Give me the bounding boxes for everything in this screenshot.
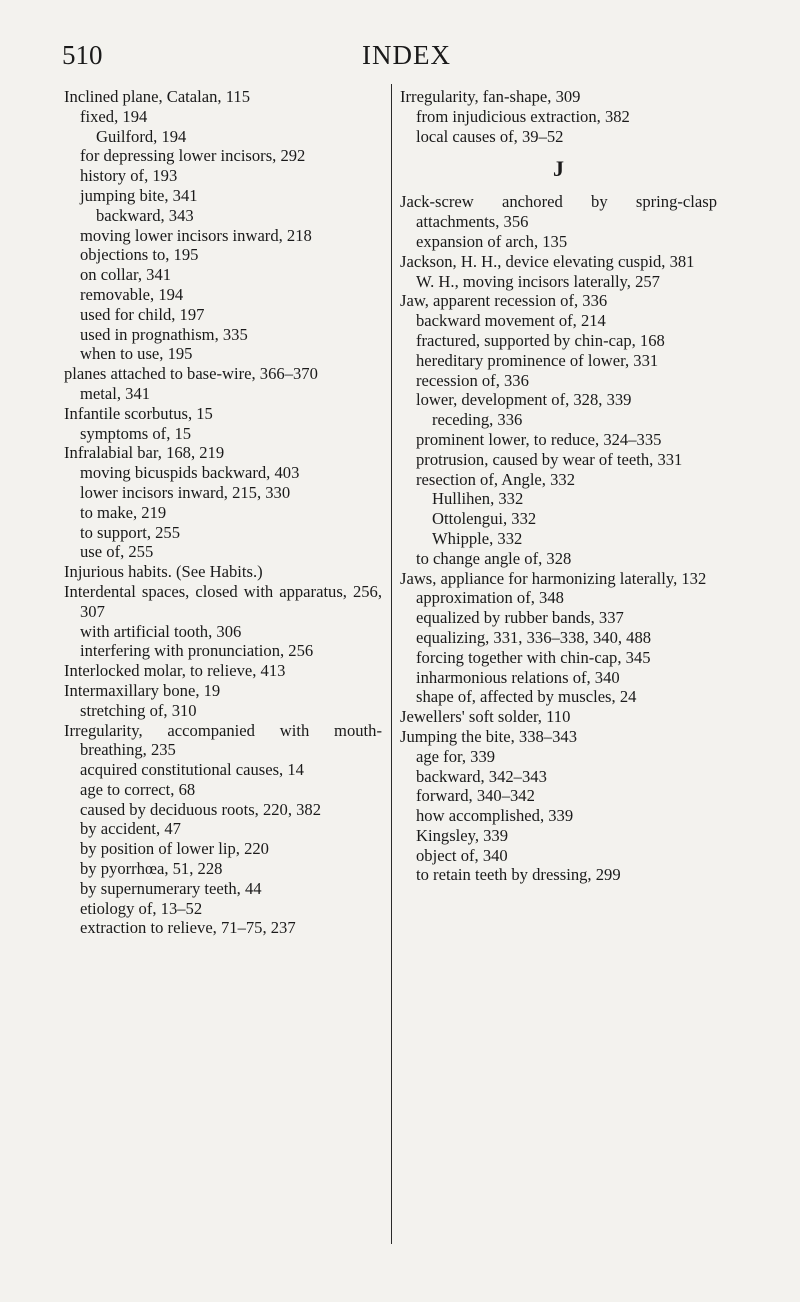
index-entry: lower incisors inward, 215, 330 — [80, 482, 291, 502]
index-entry: removable, 194 — [80, 284, 184, 304]
index-entry: Injurious habits. (See Habits.) — [64, 562, 263, 582]
index-entry: by pyorrhœa, 51, 228 — [80, 859, 223, 879]
index-entry: Jack-screw anchored by spring-clasp attachments, 356 — [400, 192, 717, 232]
index-entry: acquired constitutional causes, 14 — [80, 760, 304, 780]
index-entry: by position of lower lip, 220 — [80, 839, 269, 859]
index-entry: Jaw, apparent recession of, 336 — [400, 291, 608, 311]
index-entry: to retain teeth by dressing, 299 — [416, 865, 621, 885]
index-entry: with artificial tooth, 306 — [80, 621, 242, 641]
column-divider — [391, 84, 392, 1244]
index-group-irregularity-cont — [400, 87, 717, 146]
index-entry: Irregularity, fan-shape, 309 — [400, 87, 581, 106]
index-entry: to make, 219 — [80, 502, 167, 522]
index-entry: Inclined plane, Catalan, 115 — [64, 87, 250, 106]
index-entry: Jackson, H. H., device elevating cuspid, 381 — [400, 251, 695, 271]
index-entry: use of, 255 — [80, 542, 154, 562]
index-entry: fixed, 194 — [80, 106, 148, 126]
index-entry: lower, development of, 328, 339 — [416, 390, 632, 410]
section-letter: J — [553, 156, 564, 182]
index-entry: Interdental spaces, closed with apparatus, 256, 307 — [64, 581, 382, 621]
index-entry: for depressing lower incisors, 292 — [80, 146, 306, 166]
index-group-j — [400, 192, 717, 885]
index-entry: by supernumerary teeth, 44 — [80, 878, 262, 898]
index-entry: Intermaxillary bone, 19 — [64, 680, 221, 700]
index-entry: objections to, 195 — [80, 245, 199, 265]
index-entry: shape of, affected by muscles, 24 — [416, 687, 637, 707]
index-entry: used for child, 197 — [80, 304, 205, 324]
index-entry: age for, 339 — [416, 746, 496, 766]
index-entry: planes attached to base-wire, 366–370 — [64, 364, 318, 384]
index-entry: forcing together with chin-cap, 345 — [416, 647, 651, 667]
index-entry: moving lower incisors inward, 218 — [80, 225, 312, 245]
index-entry: to change angle of, 328 — [416, 548, 572, 568]
index-entry: interfering with pronunciation, 256 — [80, 641, 314, 661]
index-entry: approximation of, 348 — [416, 588, 564, 608]
index-entry: stretching of, 310 — [80, 700, 197, 720]
index-entry: Interlocked molar, to relieve, 413 — [64, 661, 286, 681]
index-entry: protrusion, caused by wear of teeth, 331 — [416, 449, 683, 469]
index-entry: when to use, 195 — [80, 344, 193, 364]
index-entry: object of, 340 — [416, 845, 508, 865]
index-entry: Jaws, appliance for harmonizing laterally, 132 — [400, 568, 707, 588]
index-entry: Ottolengui, 332 — [432, 509, 537, 529]
index-column-right — [400, 87, 717, 885]
index-entry: Jewellers' soft solder, 110 — [400, 707, 571, 727]
index-entry: used in prognathism, 335 — [80, 324, 248, 344]
index-entry: moving bicuspids backward, 403 — [80, 463, 300, 483]
index-entry: to support, 255 — [80, 522, 181, 542]
index-entry: backward, 342–343 — [416, 766, 547, 786]
index-entry: Infralabial bar, 168, 219 — [64, 443, 225, 463]
index-entry: local causes of, 39–52 — [416, 126, 564, 146]
index-entry: by accident, 47 — [80, 819, 181, 839]
index-entry: fractured, supported by chin-cap, 168 — [416, 330, 665, 350]
index-entry: on collar, 341 — [80, 265, 172, 285]
index-entry: jumping bite, 341 — [80, 185, 198, 205]
index-entry: Irregularity, accompanied with mouth-breathing, 235 — [64, 720, 382, 760]
running-head: INDEX — [362, 40, 451, 70]
index-entry: caused by deciduous roots, 220, 382 — [80, 799, 322, 819]
index-entry: history of, 193 — [80, 166, 178, 186]
index-entry: how accomplished, 339 — [416, 806, 574, 826]
index-entry: Hullihen, 332 — [432, 489, 524, 509]
page-number: 510 — [62, 40, 103, 70]
index-entry: resection of, Angle, 332 — [416, 469, 575, 489]
index-entry: metal, 341 — [80, 383, 151, 403]
index-entry: Infantile scorbutus, 15 — [64, 403, 213, 423]
index-entry: age to correct, 68 — [80, 779, 196, 799]
index-entry: inharmonious relations of, 340 — [416, 667, 620, 687]
index-entry: backward movement of, 214 — [416, 311, 606, 331]
index-entry: hereditary prominence of lower, 331 — [416, 350, 659, 370]
index-entry: expansion of arch, 135 — [416, 231, 568, 251]
index-column-left — [64, 87, 382, 938]
index-entry: recession of, 336 — [416, 370, 529, 390]
index-entry: prominent lower, to reduce, 324–335 — [416, 429, 662, 449]
index-entry: equalizing, 331, 336–338, 340, 488 — [416, 627, 652, 647]
index-entry: W. H., moving incisors laterally, 257 — [416, 271, 660, 291]
index-entry: equalized by rubber bands, 337 — [416, 608, 624, 628]
index-entry: Guilford, 194 — [96, 126, 187, 146]
index-entry: Whipple, 332 — [432, 528, 523, 548]
index-entry: Kingsley, 339 — [416, 825, 509, 845]
index-entry: etiology of, 13–52 — [80, 898, 203, 918]
index-entry: symptoms of, 15 — [80, 423, 192, 443]
index-entry: forward, 340–342 — [416, 786, 535, 806]
index-entry: extraction to relieve, 71–75, 237 — [80, 918, 296, 938]
index-entry: backward, 343 — [96, 205, 194, 225]
index-entry: receding, 336 — [432, 410, 523, 430]
index-entry: from injudicious extraction, 382 — [416, 106, 630, 126]
index-entry: Jumping the bite, 338–343 — [400, 726, 577, 746]
